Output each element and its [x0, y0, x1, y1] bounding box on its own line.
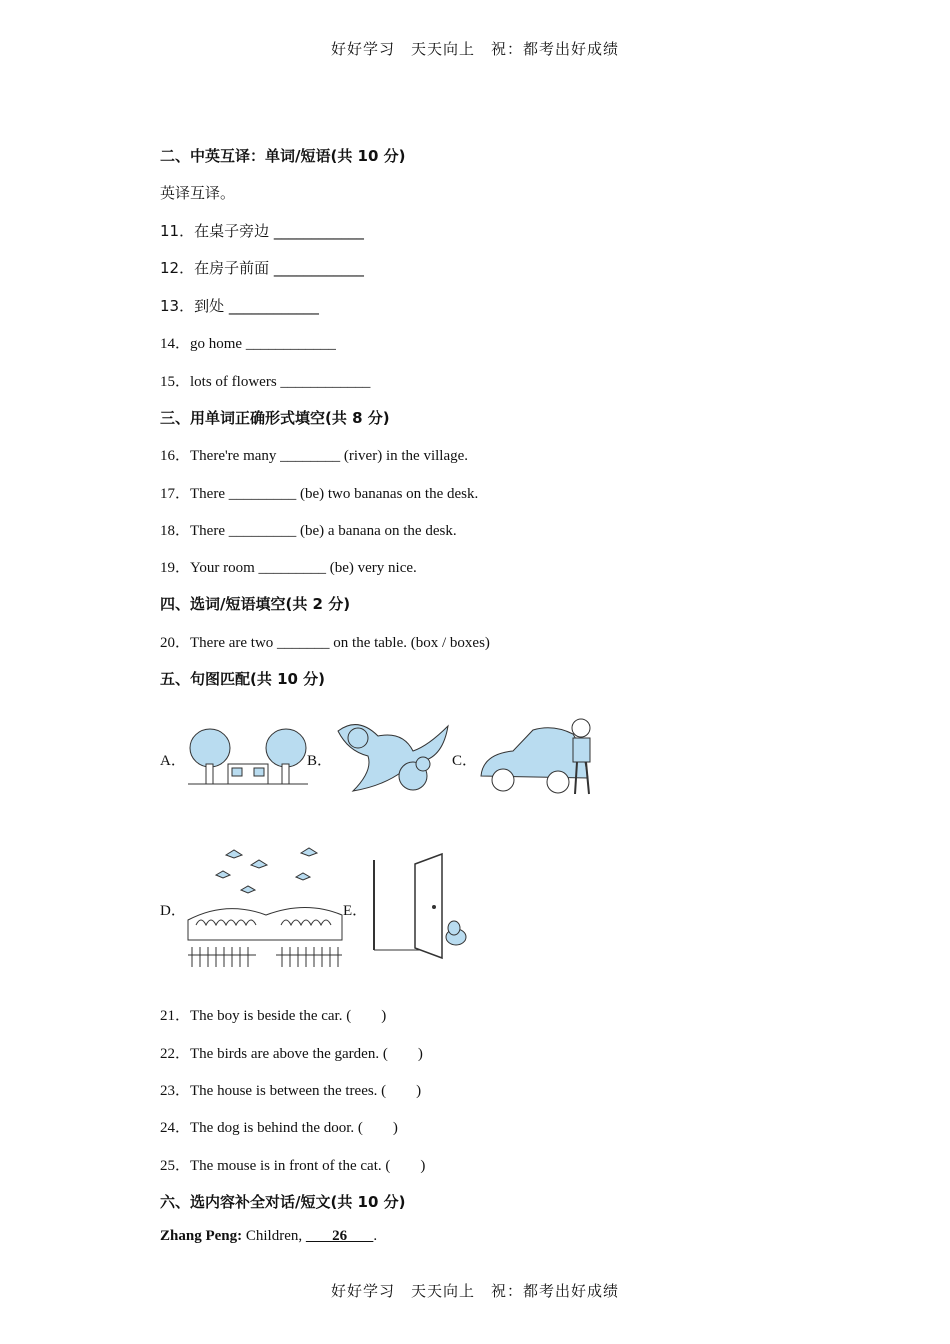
question-12: 12．在房子前面 ____________	[160, 259, 364, 277]
section-5-title: 五、句图匹配(共 10 分)	[160, 670, 326, 688]
question-18: 18．There _________ (be) a banana on the desk.	[160, 523, 457, 539]
option-b-label: B．	[307, 753, 333, 769]
section-4-title: 四、选词/短语填空(共 2 分)	[160, 595, 351, 613]
dialogue-speaker: Zhang Peng:	[160, 1228, 243, 1244]
section-2-title: 二、中英互译：单词/短语(共 10 分)	[160, 147, 406, 165]
question-15: 15．lots of flowers ____________	[160, 374, 371, 390]
question-14: 14．go home ____________	[160, 336, 336, 352]
picture-c-boy-beside-car	[478, 716, 603, 801]
option-e-label: E．	[343, 903, 368, 919]
question-22: 22．The birds are above the garden. ( )	[160, 1046, 423, 1062]
question-21: 21．The boy is beside the car. ( )	[160, 1008, 387, 1024]
dialogue-blank-26: 26	[305, 1228, 374, 1244]
question-13: 13．到处 ____________	[160, 297, 319, 315]
dialogue-end: .	[373, 1228, 378, 1244]
question-11: 11．在桌子旁边 ____________	[160, 222, 364, 240]
page-header: 好好学习 天天向上 祝：都考出好成绩	[330, 40, 619, 58]
dialogue-line	[160, 1228, 377, 1245]
question-23: 23．The house is between the trees. ( )	[160, 1083, 422, 1099]
question-19: 19．Your room _________ (be) very nice.	[160, 560, 417, 576]
picture-d-birds-above-garden	[186, 845, 344, 970]
page-footer: 好好学习 天天向上 祝：都考出好成绩	[330, 1282, 619, 1300]
picture-b-cat-and-mouse	[333, 716, 453, 801]
question-17: 17．There _________ (be) two bananas on the desk.	[160, 486, 479, 502]
section-3-title: 三、用单词正确形式填空(共 8 分)	[160, 409, 390, 427]
question-25: 25．The mouse is in front of the cat. ( )	[160, 1158, 426, 1174]
question-16: 16．There're many ________ (river) in the village.	[160, 448, 469, 464]
option-a-label: A．	[160, 753, 186, 769]
picture-e-dog-behind-door	[370, 852, 470, 962]
option-c-label: C．	[452, 753, 478, 769]
section-2-intro: 英译互译。	[160, 184, 236, 202]
picture-a-house-between-trees	[188, 726, 308, 788]
option-d-label: D．	[160, 903, 186, 919]
question-20: 20．There are two _______ on the table. (box / boxes)	[160, 635, 490, 651]
section-6-title: 六、选内容补全对话/短文(共 10 分)	[160, 1193, 406, 1211]
question-24: 24．The dog is behind the door. ( )	[160, 1120, 398, 1136]
dialogue-text: Children,	[242, 1228, 306, 1244]
